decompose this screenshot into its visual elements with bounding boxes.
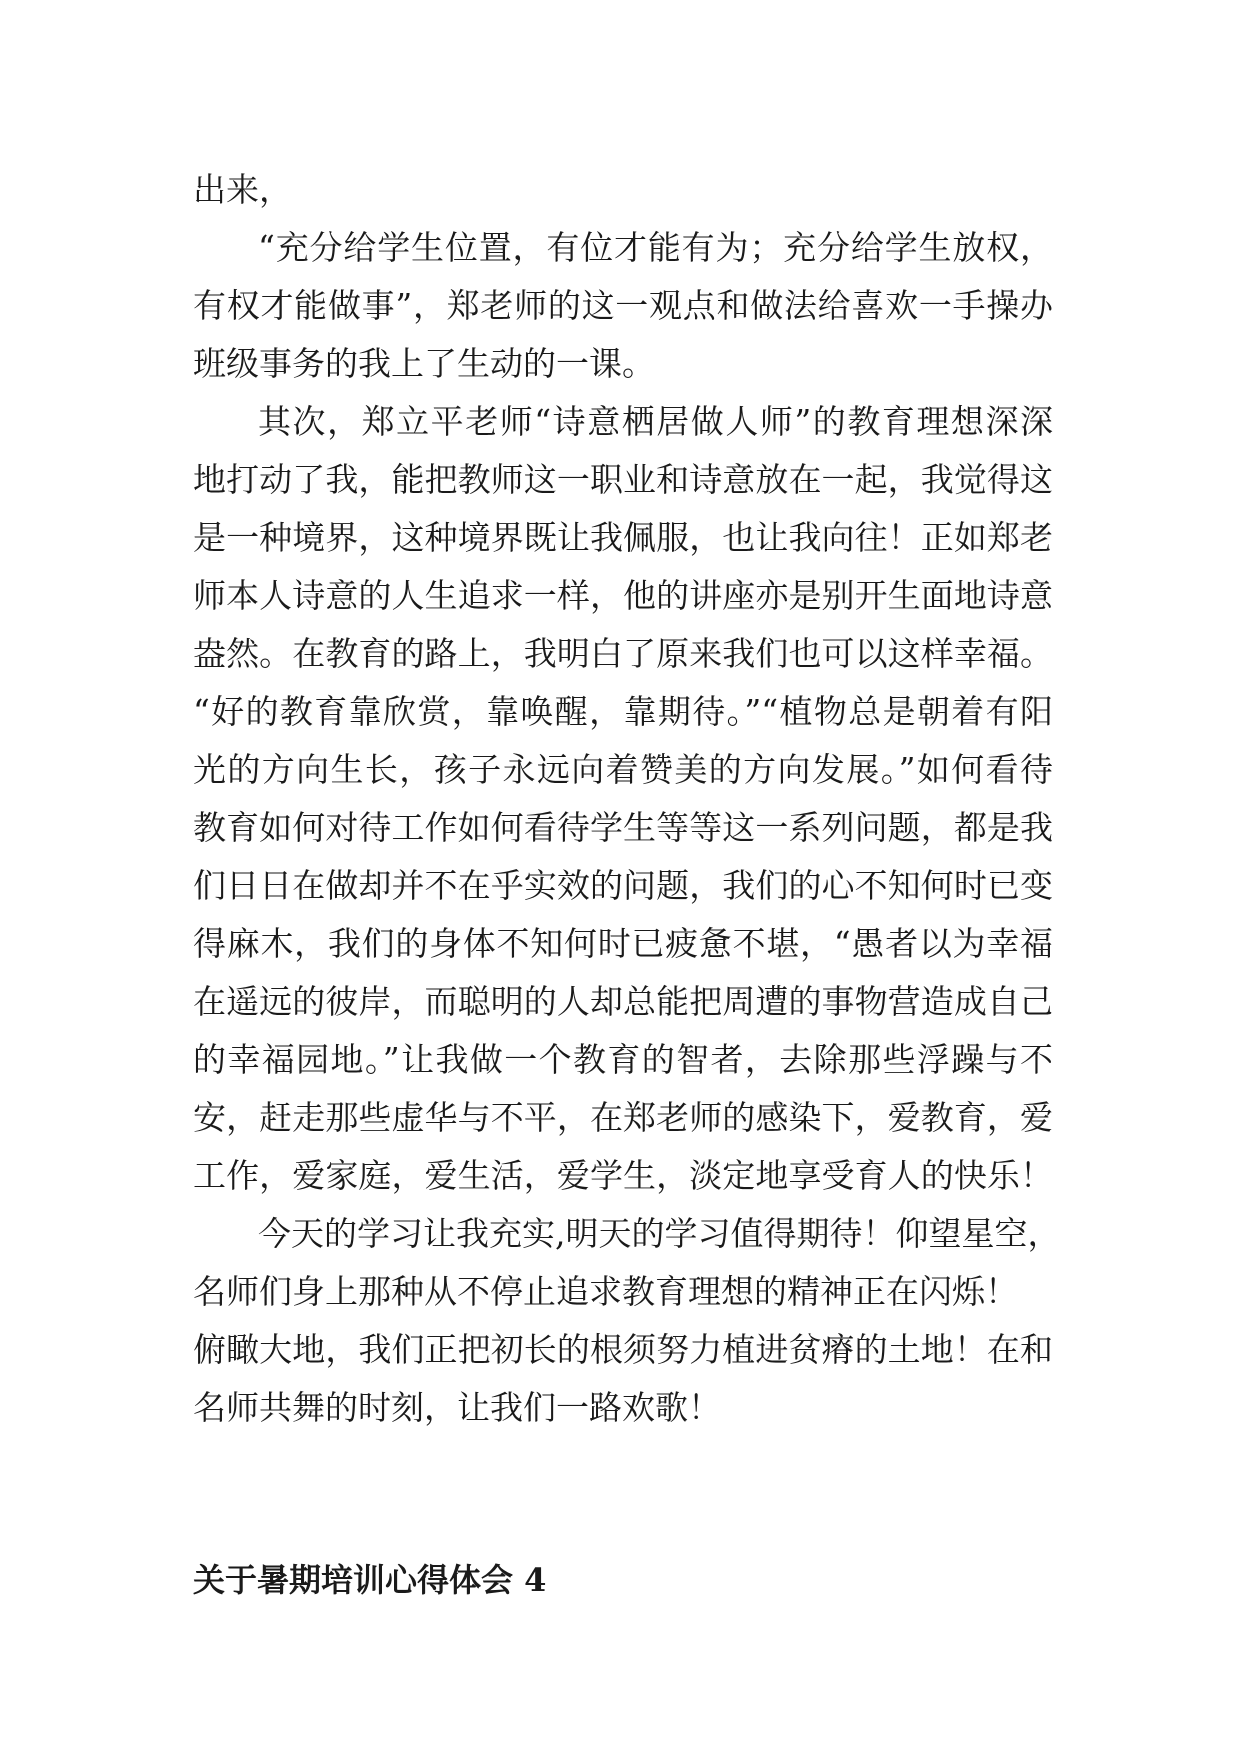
text-line: 名师共舞的时刻，让我们一路欢歌！ [193,1388,721,1427]
text-line: 光的方向生长，孩子永远向着赞美的方向发展。”如何看待 [193,750,1053,789]
text-line: 出来， [193,170,292,209]
text-line: “充分给学生位置，有位才能有为；充分给学生放权， [258,228,1053,267]
text-line: 俯瞰大地，我们正把初长的根须努力植进贫瘠的土地！在和 [193,1330,1053,1369]
text-line: 是一种境界，这种境界既让我佩服，也让我向往！正如郑老 [193,518,1053,557]
text-line: 们日日在做却并不在乎实效的问题，我们的心不知何时已变 [193,866,1053,905]
text-line: 名师们身上那种从不停止追求教育理想的精神正在闪烁！ [193,1272,1018,1311]
text-line: 工作，爱家庭，爱生活，爱学生，淡定地享受育人的快乐！ [193,1156,1053,1195]
text-line: 班级事务的我上了生动的一课。 [193,344,655,383]
text-line: 的幸福园地。”让我做一个教育的智者，去除那些浮躁与不 [193,1040,1053,1079]
text-line: “好的教育靠欣赏，靠唤醒，靠期待。”“植物总是朝着有阳 [193,692,1053,731]
text-line: 有权才能做事”，郑老师的这一观点和做法给喜欢一手操办 [193,286,1053,325]
text-line: 在遥远的彼岸，而聪明的人却总能把周遭的事物营造成自己 [193,982,1053,1021]
text-line: 今天的学习让我充实,明天的学习值得期待！仰望星空， [258,1214,1061,1253]
text-line: 盎然。在教育的路上，我明白了原来我们也可以这样幸福。 [193,634,1053,673]
text-line: 地打动了我，能把教师这一职业和诗意放在一起，我觉得这 [193,460,1053,499]
text-line: 其次，郑立平老师“诗意栖居做人师”的教育理想深深 [258,402,1053,441]
text-line: 得麻木，我们的身体不知何时已疲惫不堪，“愚者以为幸福 [193,924,1053,963]
text-line: 安，赶走那些虚华与不平，在郑老师的感染下，爱教育，爱 [193,1098,1053,1137]
text-line: 师本人诗意的人生追求一样，他的讲座亦是别开生面地诗意 [193,576,1053,615]
section-heading: 关于暑期培训心得体会 4 [193,1561,547,1599]
text-line: 教育如何对待工作如何看待学生等等这一系列问题，都是我 [193,808,1053,847]
